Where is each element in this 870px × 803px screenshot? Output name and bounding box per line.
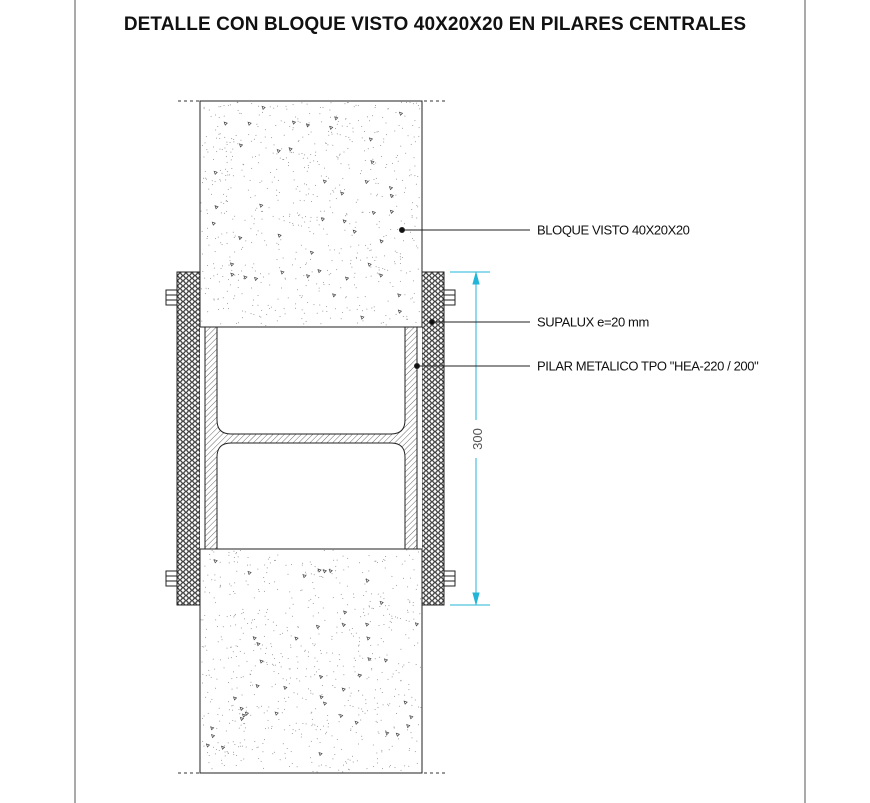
- block-top: [200, 101, 422, 327]
- supalux-board-left: [177, 272, 200, 605]
- drawing-title: DETALLE CON BLOQUE VISTO 40X20X20 EN PILARES CENTRALES: [123, 14, 747, 35]
- steel-column-hea: [200, 327, 422, 549]
- label-column: PILAR METALICO TPO "HEA-220 / 200": [537, 358, 759, 374]
- label-supalux: SUPALUX e=20 mm: [537, 314, 649, 330]
- block-bottom: [200, 549, 422, 773]
- label-block: BLOQUE VISTO 40X20X20: [537, 222, 690, 238]
- dimension-value: 300: [470, 428, 485, 450]
